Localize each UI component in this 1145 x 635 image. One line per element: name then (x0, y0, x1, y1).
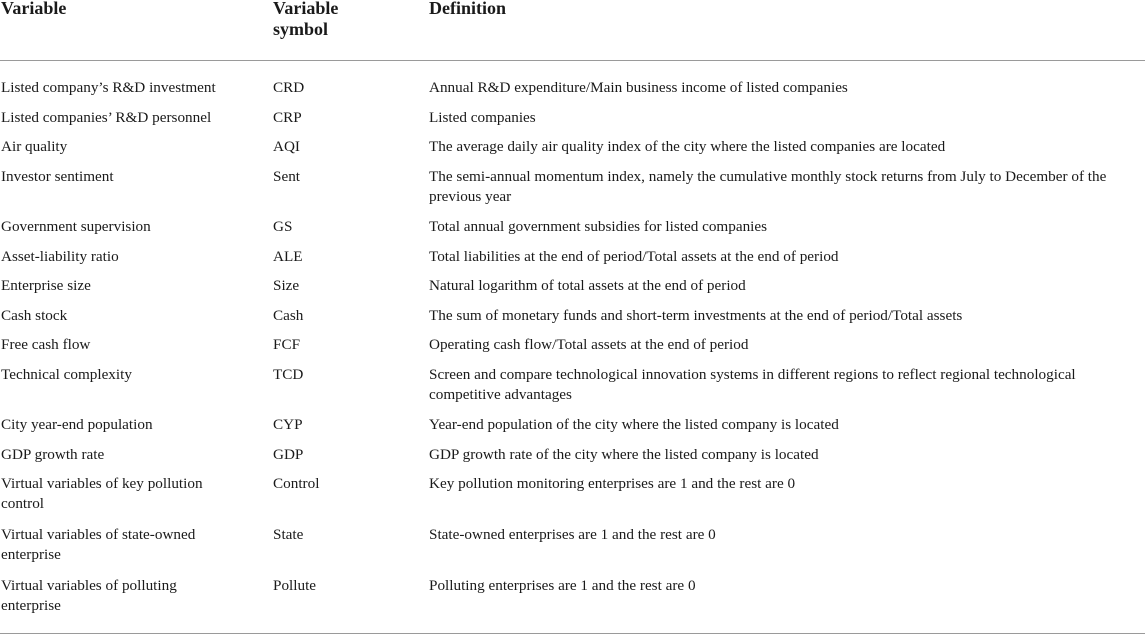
cell-definition: GDP growth rate of the city where the listed company is located (429, 445, 819, 463)
table-row (0, 137, 1145, 167)
cell-symbol: Pollute (273, 577, 317, 594)
cell-variable: Listed company’s R&D investment (1, 79, 216, 96)
cell-symbol: CYP (273, 416, 303, 433)
table-row (0, 365, 1145, 416)
cell-definition: Natural logarithm of total assets at the end of period (429, 277, 746, 294)
cell-symbol: Control (273, 475, 320, 492)
cell-variable: City year-end population (1, 416, 153, 433)
cell-variable: Air quality (1, 138, 68, 155)
cell-definition: Total annual government subsidies for listed companies (429, 218, 768, 235)
header-variable: Variable (1, 0, 67, 18)
cell-symbol: FCF (273, 336, 301, 353)
table-header (0, 0, 1145, 61)
cell-definition: Polluting enterprises are 1 and the rest are 0 (429, 577, 696, 594)
cell-variable: Cash stock (1, 306, 68, 324)
table-row (0, 576, 1145, 620)
table-row (0, 306, 1145, 336)
cell-variable: Enterprise size (1, 277, 91, 294)
cell-symbol: CRD (273, 79, 305, 96)
cell-variable: Investor sentiment (1, 167, 114, 185)
cell-definition: Year-end population of the city where the listed company is located (429, 416, 839, 433)
cell-symbol: State (273, 526, 304, 543)
cell-symbol: AQI (273, 138, 300, 155)
cell-definition: The semi-annual momentum index, namely the cumulative monthly stock returns from July to December of the previous year (429, 167, 1107, 205)
table-row (0, 78, 1145, 108)
cell-definition: Total liabilities at the end of period/Total assets at the end of period (429, 247, 839, 265)
cell-variable: Virtual variables of state-owned enterprise (1, 526, 196, 563)
cell-definition: Screen and compare technological innovation systems in different regions to reflect regional technological competitive advantages (429, 365, 1076, 403)
cell-definition: State-owned enterprises are 1 and the rest are 0 (429, 526, 716, 543)
cell-symbol: CRP (273, 108, 302, 126)
table-row (0, 525, 1145, 576)
table-row (0, 415, 1145, 445)
table-body (0, 61, 1145, 620)
table-row (0, 217, 1145, 247)
table-row (0, 335, 1145, 365)
cell-symbol: ALE (273, 247, 303, 265)
bottom-divider (0, 633, 1145, 634)
cell-symbol: Cash (273, 306, 304, 324)
table-row (0, 445, 1145, 475)
cell-symbol: Sent (273, 167, 301, 185)
table-row (0, 167, 1145, 218)
cell-symbol: Size (273, 277, 300, 294)
header-variable-symbol: Variable symbol (273, 0, 339, 39)
cell-symbol: TCD (273, 365, 304, 383)
cell-symbol: GDP (273, 445, 304, 463)
cell-definition: Key pollution monitoring enterprises are 1 and the rest are 0 (429, 475, 796, 492)
cell-symbol: GS (273, 218, 293, 235)
cell-definition: The sum of monetary funds and short-term investments at the end of period/Total assets (429, 306, 963, 324)
cell-variable: GDP growth rate (1, 445, 105, 463)
cell-variable: Asset-liability ratio (1, 247, 119, 265)
cell-definition: Listed companies (429, 108, 536, 126)
table-row (0, 276, 1145, 306)
cell-variable: Free cash flow (1, 336, 91, 353)
cell-variable: Technical complexity (1, 365, 132, 383)
table-row (0, 247, 1145, 277)
table-row (0, 474, 1145, 525)
table-row (0, 108, 1145, 138)
cell-variable: Government supervision (1, 218, 151, 235)
cell-definition: Annual R&D expenditure/Main business income of listed companies (429, 79, 848, 96)
cell-variable: Virtual variables of polluting enterprise (1, 577, 177, 614)
cell-definition: The average daily air quality index of the city where the listed companies are located (429, 138, 946, 155)
cell-variable: Virtual variables of key pollution control (1, 475, 203, 512)
cell-variable: Listed companies’ R&D personnel (1, 108, 212, 126)
header-definition: Definition (429, 0, 507, 18)
cell-definition: Operating cash flow/Total assets at the end of period (429, 336, 749, 353)
